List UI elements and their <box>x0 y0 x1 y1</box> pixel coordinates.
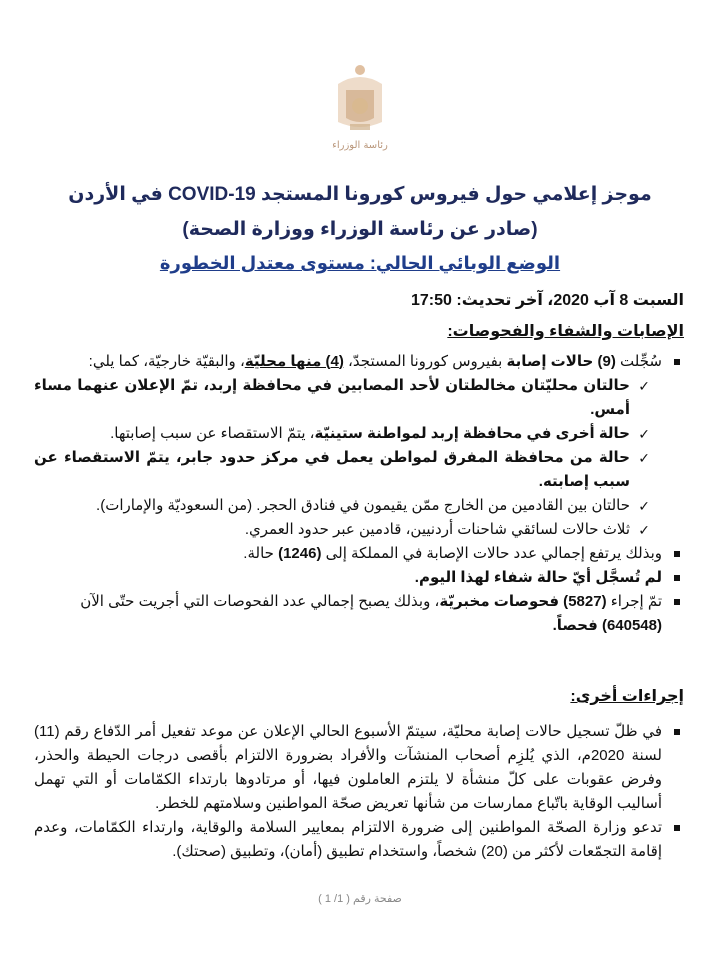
check-icon: ✓ <box>638 378 650 394</box>
list-item-recoveries: لم تُسجَّل أيّ حالة شفاء لهذا اليوم. <box>34 566 684 590</box>
case-detail: ✓ حالة أخرى في محافظة إربد لمواطنة ستينيّة، يتمّ الاستقصاء عن سبب إصابتها. <box>34 422 652 446</box>
document-subtitle: (صادر عن رئاسة الوزراء ووزارة الصحة) <box>182 219 538 240</box>
check-icon: ✓ <box>638 522 650 538</box>
section-heading-measures: إجراءات أخرى: <box>570 688 684 705</box>
case-detail: ✓ حالتان بين القادمين من الخارج ممّن يقيمون في فنادق الحجر. (من السعوديّة والإمارات). <box>34 494 652 518</box>
check-icon: ✓ <box>638 498 650 514</box>
document-title: موجز إعلامي حول فيروس كورونا المستجد COVID-19 في الأردن <box>68 184 652 205</box>
jordan-coat-of-arms-emblem <box>328 62 392 158</box>
epidemic-status: الوضع الوبائي الحالي: مستوى معتدل الخطورة <box>159 253 561 273</box>
page-number: صفحة رقم ( 1/ 1 ) <box>318 893 402 905</box>
list-item-total-cases: وبذلك يرتفع إجمالي عدد حالات الإصابة في المملكة إلى (1246) حالة. <box>34 542 684 566</box>
case-detail: ✓ حالة من محافظة المفرق لمواطن يعمل في مركز حدود جابر، يتمّ الاستقصاء عن سبب إصابته. <box>34 446 652 494</box>
list-item-new-cases: سُجِّلت (9) حالات إصابة بفيروس كورونا المستجدّ، (4) منها محليّة، والبقيّة خارجيّة، كما يلي: ✓ حالتان محليّتان مخالطتان لأحد المصابين في محافظة إربد، تمّ الإعلان عنهما مساء أمس. ✓ حالة أخرى في محافظة إربد لمواطنة ستينيّة، يتمّ الاستقصاء عن سبب إصابتها. ✓ حالة من محافظة المفرق لمواطن يعمل في مركز حدود جابر، يتمّ الاستقصاء عن سبب إصابته. ✓ حالتان بين القادمين من الخارج ممّن يقيمون في فنادق الحجر. (من السعوديّة والإمارات). ✓ ثلاث حالات لسائقي شاحنات أردنيين، قادمين عبر حدود العمري. <box>34 350 684 542</box>
check-icon: ✓ <box>638 426 650 442</box>
section-cases <box>34 350 684 638</box>
case-detail: ✓ ثلاث حالات لسائقي شاحنات أردنيين، قادمين عبر حدود العمري. <box>34 518 652 542</box>
list-item-tests: تمّ إجراء (5827) فحوصات مخبريّة، وبذلك يصبح إجمالي عدد الفحوصات التي أجريت حتّى الآن (640548) فحصاً. <box>34 590 684 638</box>
section-measures <box>34 720 684 864</box>
section-heading-cases: الإصابات والشفاء والفحوصات: <box>447 323 684 340</box>
dateline: السبت 8 آب 2020، آخر تحديث: 17:50 <box>411 292 684 309</box>
emblem-caption: رئاسة الوزراء <box>332 140 388 151</box>
check-icon: ✓ <box>638 450 650 466</box>
list-item-health-advice: تدعو وزارة الصحّة المواطنين إلى ضرورة الالتزام بمعايير السلامة والوقاية، وارتداء الكمّامات، وعدم إقامة التجمّعات لأكثر من (20) شخصاً، واستخدام تطبيق (أمان)، وتطبيق (صحتك). <box>34 816 684 864</box>
list-item-defense-order: في ظلّ تسجيل حالات إصابة محليّة، سيتمّ الأسبوع الحالي الإعلان عن موعد تفعيل أمر الدّفاع رقم (11) لسنة 2020م، الذي يُلزِم أصحاب المنشآت والأفراد بضرورة الالتزام بأقصى درجات الحيطة والحذر، وفرض عقوبات على كلّ منشأة لا يلتزم العاملون فيها، أو مرتادوها بارتداء الكمّامات أو التي تهمل أساليب الوقاية باتّباع ممارسات من شأنها تعريض صحّة المواطنين وسلامتهم للخطر. <box>34 720 684 816</box>
case-detail: ✓ حالتان محليّتان مخالطتان لأحد المصابين في محافظة إربد، تمّ الإعلان عنهما مساء أمس. <box>34 374 652 422</box>
